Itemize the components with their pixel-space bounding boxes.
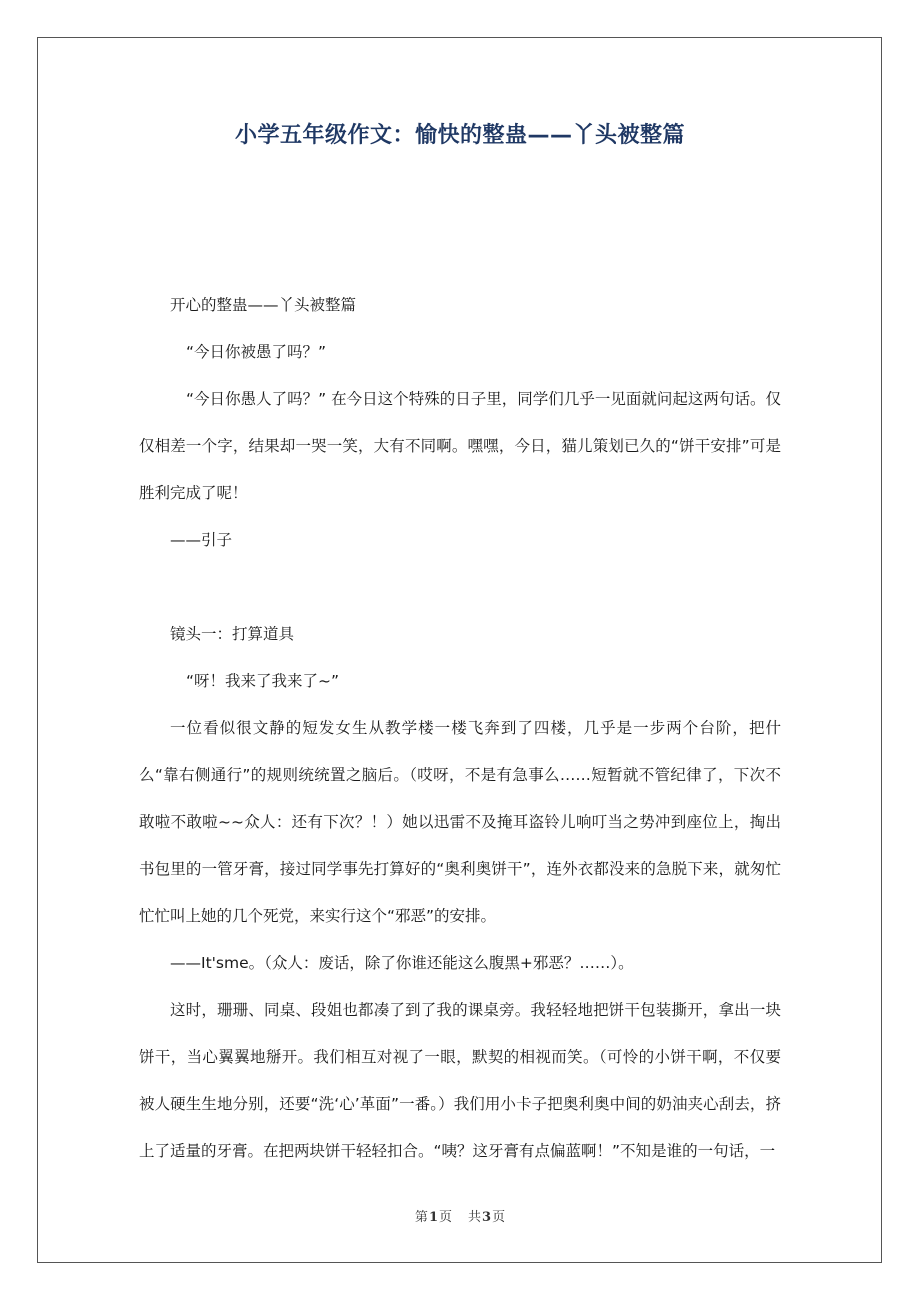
paragraph-quote-2: “呀！我来了我来了~” [186, 672, 340, 690]
footer-total-pages: 3 [482, 1210, 492, 1225]
footer-page-prefix: 第 [414, 1210, 428, 1225]
document-title: 小学五年级作文：愉快的整蛊——丫头被整篇 [234, 123, 685, 148]
paragraph-quote-1: “今日你被愚了吗？” [186, 343, 327, 361]
paragraph-gap [139, 564, 781, 611]
footer-total-suffix: 页 [492, 1210, 506, 1225]
footer-current-page: 1 [428, 1210, 438, 1225]
document-body [139, 282, 781, 1175]
paragraph-scene-1: 镜头一：打算道具 [170, 625, 295, 643]
paragraph-main-1: 一位看似很文静的短发女生从教学楼一楼飞奔到了四楼，几乎是一步两个台阶，把什么“靠右侧通行”的规则统统置之脑后。（哎呀，不是有急事么……短暂就不管纪律了，下次不敢啦不敢啦~~众人：还有下次？！）她以迅雷不及掩耳盗铃儿响叮当之势冲到座位上，掏出书包里的一管牙膏，接过同学事先打算好的“奥利奥饼干”，连外衣都没来的急脱下来，就匆忙忙忙叫上她的几个死党，来实行这个“邪恶”的安排。 [139, 719, 781, 925]
paragraph-subtitle: 开心的整蛊——丫头被整篇 [170, 296, 357, 314]
paragraph-yinzi: ——引子 [170, 531, 233, 549]
paragraph-intro: “今日你愚人了吗？” 在今日这个特殊的日子里，同学们几乎一见面就问起这两句话。仅仅相差一个字，结果却一哭一笑，大有不同啊。嘿嘿，今日，猫儿策划已久的“饼干安排”可是胜利完成了呢！ [139, 390, 781, 502]
footer-total-prefix: 共 [468, 1210, 482, 1225]
footer-page-suffix: 页 [438, 1210, 452, 1225]
paragraph-main-2: 这时，珊珊、同桌、段姐也都凑了到了我的课桌旁。我轻轻地把饼干包装撕开，拿出一块饼干，当心翼翼地掰开。我们相互对视了一眼，默契的相视而笑。（可怜的小饼干啊，不仅要被人硬生生地分别，还要“洗‘心’革面”一番。）我们用小卡子把奥利奥中间的奶油夹心刮去，挤上了适量的牙膏。在把两块饼干轻轻扣合。“咦？这牙膏有点偏蓝啊！”不知是谁的一句话，一 [139, 1001, 781, 1160]
paragraph-itsme: ——It'sme。（众人：废话，除了你谁还能这么腹黑+邪恶？……）。 [170, 954, 634, 972]
page-footer [0, 1206, 920, 1225]
